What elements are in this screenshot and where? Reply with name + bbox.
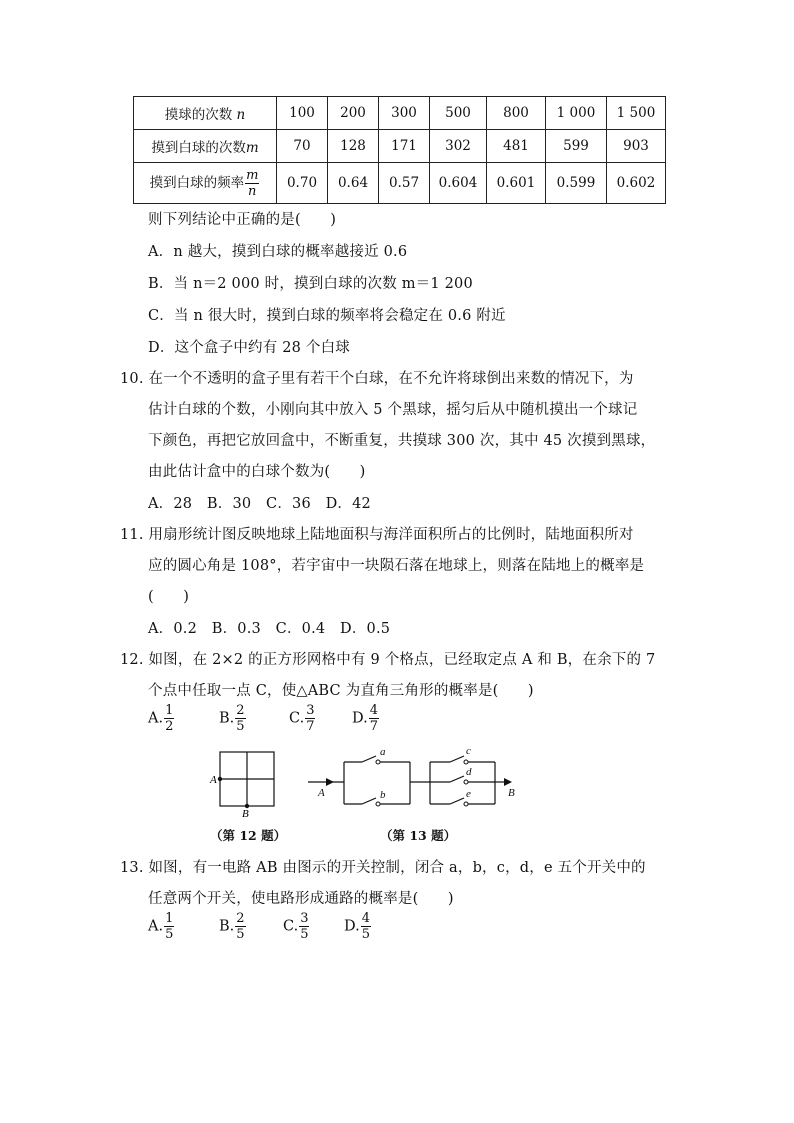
table-cell: 0.604 — [430, 163, 487, 204]
denominator: 5 — [236, 719, 245, 734]
numerator: 2 — [236, 703, 245, 718]
table-cell: 171 — [379, 130, 430, 163]
numerator: 2 — [236, 911, 245, 926]
table-cell: 302 — [430, 130, 487, 163]
switch-b — [362, 798, 376, 804]
table-cell: 800 — [487, 97, 546, 130]
table-cell: 1 000 — [546, 97, 607, 130]
numerator: 3 — [306, 703, 315, 718]
q9-option-c: C．当 n 很大时，摸到白球的频率将会稳定在 0.6 附近 — [148, 308, 506, 324]
q13-line-2: 任意两个开关，使电路形成通路的概率是( ) — [148, 891, 454, 907]
figure-12-caption: （第 12 题） — [210, 828, 287, 843]
q12-option-d — [352, 704, 380, 733]
table-cell: 70 — [277, 130, 328, 163]
switch-d — [450, 776, 464, 782]
q12-line-1: 12. 如图，在 2×2 的正方形网格中有 9 个格点，已经取定点 A 和 B，在余下的 7 — [120, 652, 656, 668]
table-row — [134, 130, 666, 163]
option-letter: D. — [344, 918, 360, 935]
figure-13-caption: （第 13 题） — [380, 828, 457, 843]
q13-option-b — [219, 912, 247, 941]
option-letter: B. — [219, 710, 235, 727]
fraction — [235, 704, 245, 733]
point-a-dot — [218, 777, 222, 781]
fraction — [361, 912, 371, 941]
q10-options: A．28 B．30 C．36 D．42 — [148, 496, 371, 512]
denominator: 5 — [236, 927, 245, 942]
fraction — [245, 169, 259, 198]
grid-figure — [205, 748, 285, 818]
fraction — [164, 912, 174, 941]
contact — [376, 760, 380, 764]
q11-line-1: 11. 用扇形统计图反映地球上陆地面积与海洋面积所占的比例时，陆地面积所对 — [120, 527, 634, 543]
table-cell: 0.64 — [328, 163, 379, 204]
switch-a — [362, 756, 376, 762]
q9-option-d: D．这个盒子中约有 28 个白球 — [148, 340, 350, 356]
numerator: 4 — [369, 703, 378, 718]
arrow-in-icon — [326, 778, 334, 786]
row-header — [134, 163, 277, 204]
q13-option-c — [283, 912, 310, 941]
variable: m — [245, 140, 259, 156]
q11-line-2: 应的圆心角是 108°，若宇宙中一块陨石落在地球上，则落在陆地上的概率是 — [148, 558, 645, 574]
switch-a-label: a — [380, 746, 386, 758]
fraction — [235, 912, 245, 941]
table-cell: 1 500 — [607, 97, 666, 130]
row-label: 摸到白球的频率 — [149, 174, 245, 191]
option-letter: B. — [219, 918, 235, 935]
contact — [464, 760, 468, 764]
option-letter: D. — [352, 710, 368, 727]
q10-line-3: 下颜色，再把它放回盒中，不断重复，共摸球 300 次，其中 45 次摸到黑球， — [148, 433, 656, 449]
table-cell: 0.601 — [487, 163, 546, 204]
node-a-label: A — [318, 787, 325, 799]
numerator: m — [246, 167, 259, 183]
q9-option-b: B．当 n＝2 000 时，摸到白球的次数 m＝1 200 — [148, 276, 473, 292]
q10-line-4: 由此估计盒中的白球个数为( ) — [148, 464, 366, 480]
denominator: n — [248, 183, 257, 199]
denominator: 5 — [300, 927, 309, 942]
denominator: 7 — [369, 719, 378, 734]
option-letter: C. — [283, 918, 299, 935]
table-cell: 599 — [546, 130, 607, 163]
q11-options: A．0.2 B．0.3 C．0.4 D．0.5 — [148, 621, 391, 637]
q10-line-2: 估计白球的个数，小刚向其中放入 5 个黑球，摇匀后从中随机摸出一个球记 — [148, 402, 638, 418]
option-letter: C. — [289, 710, 305, 727]
q13-line-1: 13. 如图，有一电路 AB 由图示的开关控制，闭合 a，b，c，d，e 五个开关中的 — [120, 860, 646, 876]
fraction — [299, 912, 309, 941]
option-letter: A. — [148, 710, 164, 727]
point-b-label: B — [242, 808, 249, 818]
node-b-label: B — [508, 787, 515, 799]
row-header — [134, 97, 277, 130]
table-cell: 0.70 — [277, 163, 328, 204]
denominator: 7 — [306, 719, 315, 734]
q10-line-1: 10. 在一个不透明的盒子里有若干个白球，在不允许将球倒出来数的情况下，为 — [120, 371, 634, 387]
q11-line-3: ( ) — [148, 589, 190, 605]
variable: n — [236, 107, 246, 123]
table-cell: 903 — [607, 130, 666, 163]
row-label: 摸到白球的次数 — [151, 140, 246, 156]
q12-line-2: 个点中任取一点 C，使△ABC 为直角三角形的概率是( ) — [148, 683, 534, 699]
fraction — [369, 704, 379, 733]
denominator: 5 — [165, 927, 174, 942]
numerator: 1 — [165, 911, 174, 926]
switch-b-label: b — [380, 789, 386, 801]
row-header — [134, 130, 277, 163]
fraction — [164, 704, 174, 733]
table-cell: 200 — [328, 97, 379, 130]
circuit-figure — [300, 742, 530, 822]
switch-e-label: e — [466, 788, 471, 800]
contact — [464, 802, 468, 806]
switch-c — [450, 756, 464, 762]
q12-option-b — [219, 704, 247, 733]
denominator: 2 — [165, 719, 174, 734]
q13-option-d — [344, 912, 372, 941]
table-row — [134, 163, 666, 204]
denominator: 5 — [361, 927, 370, 942]
table-cell: 500 — [430, 97, 487, 130]
arrow-out-icon — [504, 778, 512, 786]
table-cell: 300 — [379, 97, 430, 130]
table-cell: 0.57 — [379, 163, 430, 204]
point-a-label: A — [210, 774, 217, 786]
switch-e — [450, 798, 464, 804]
table-cell: 0.599 — [546, 163, 607, 204]
table-cell: 128 — [328, 130, 379, 163]
option-letter: A. — [148, 918, 164, 935]
table-cell: 100 — [277, 97, 328, 130]
numerator: 3 — [300, 911, 309, 926]
contact — [376, 802, 380, 806]
fraction — [305, 704, 315, 733]
table-cell: 481 — [487, 130, 546, 163]
switch-c-label: c — [466, 745, 471, 757]
numerator: 4 — [361, 911, 370, 926]
q12-option-c — [289, 704, 316, 733]
q9-stem: 则下列结论中正确的是( ) — [148, 212, 337, 228]
switch-d-label: d — [466, 766, 472, 778]
q9-option-a: A．n 越大，摸到白球的概率越接近 0.6 — [148, 244, 408, 260]
table-cell: 0.602 — [607, 163, 666, 204]
numerator: 1 — [165, 703, 174, 718]
table-row — [134, 97, 666, 130]
q13-option-a — [148, 912, 175, 941]
contact — [464, 780, 468, 784]
q12-option-a — [148, 704, 175, 733]
frequency-table — [133, 96, 666, 204]
row-label: 摸球的次数 — [164, 107, 233, 123]
